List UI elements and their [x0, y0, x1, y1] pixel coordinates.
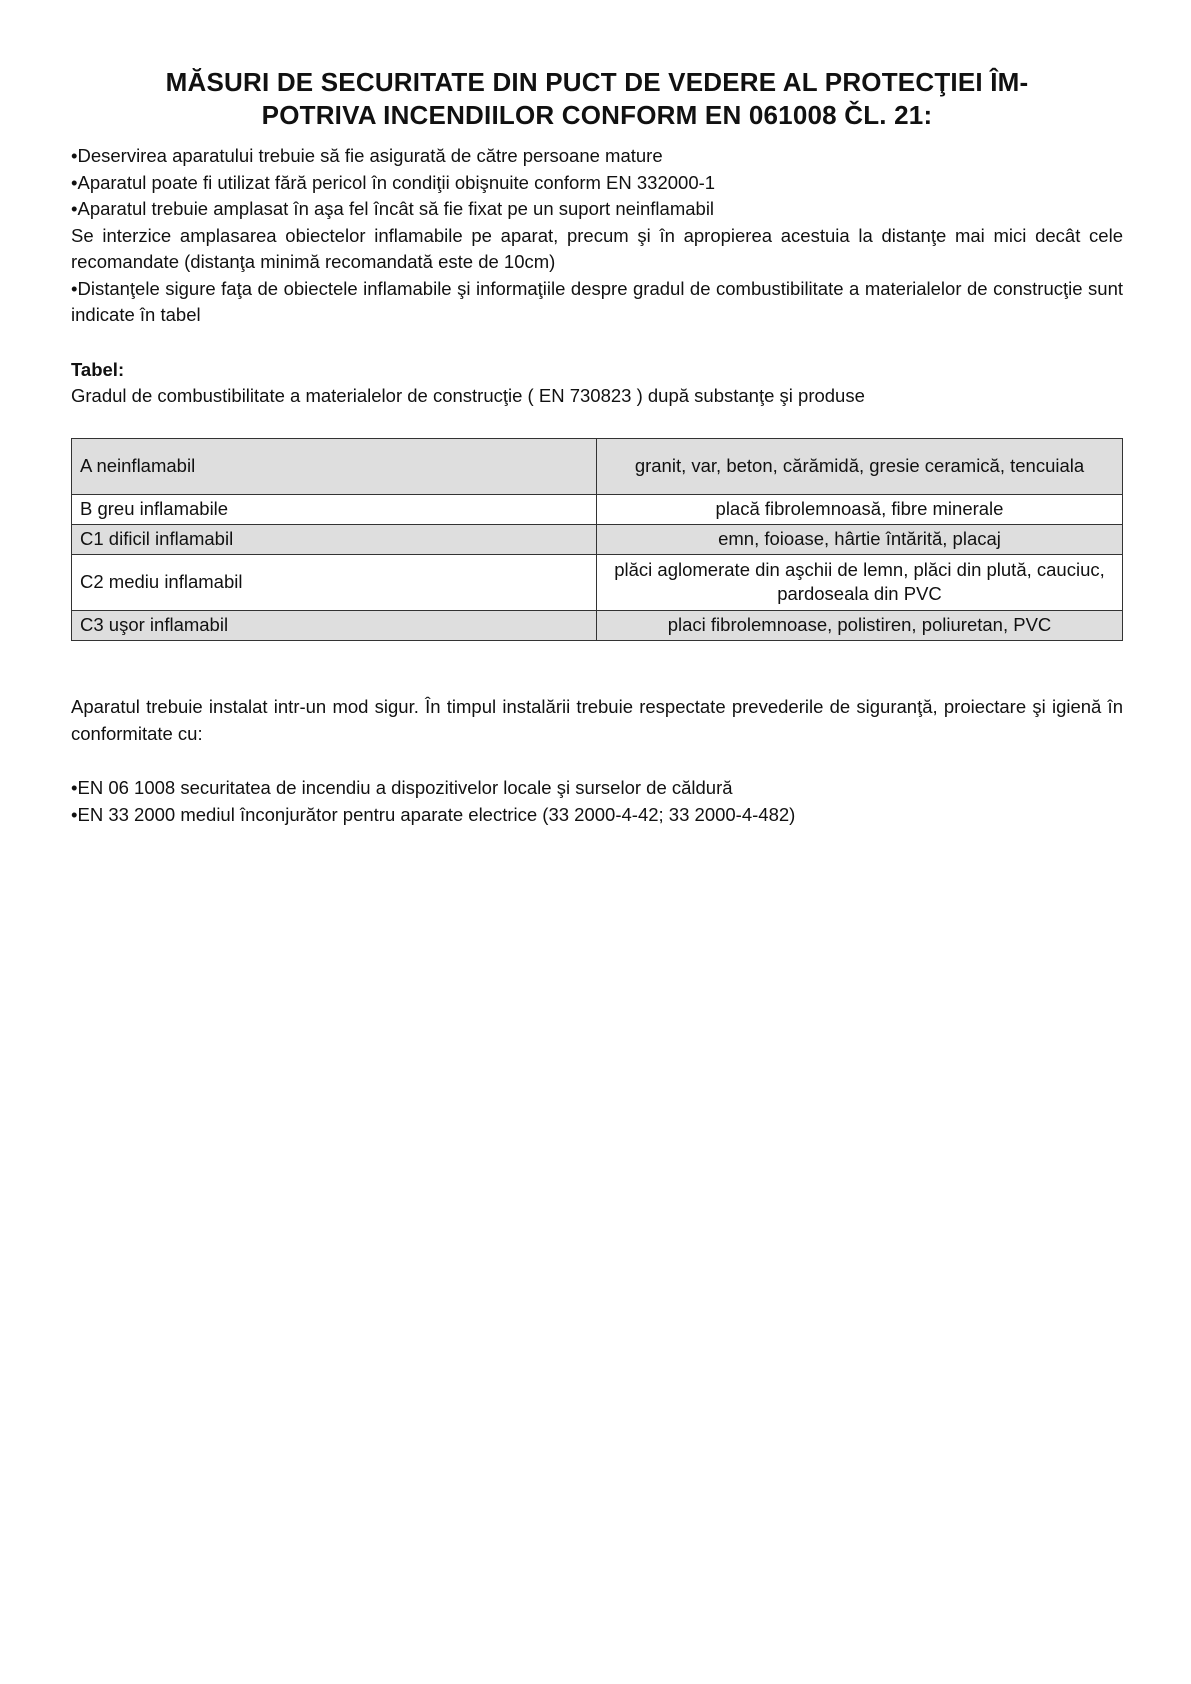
class-cell: B greu inflamabile: [72, 494, 597, 524]
instruction-item: •Distanţele sigure faţa de obiectele inflamabile şi informaţiile despre gradul de combustibilitate a materialelor de construcţie sunt indicate în tabel: [71, 277, 1123, 325]
installation-paragraph: Aparatul trebuie instalat intr-un mod sigur. În timpul instalării trebuie respectate prevederile de siguranţă, proiectare şi igienă în conformitate cu:: [71, 695, 1123, 744]
table-row: [72, 438, 1123, 494]
materials-cell: placă fibrolemnoasă, fibre minerale: [597, 494, 1123, 524]
standards-list: [71, 774, 1123, 828]
combustibility-table: [71, 438, 1123, 641]
table-row: [72, 494, 1123, 524]
table-row: [72, 554, 1123, 610]
class-cell: A neinflamabil: [72, 438, 597, 494]
table-caption: Gradul de combustibilitate a materialelor de construcţie ( EN 730823 ) după substanţe şi produse: [71, 384, 865, 406]
safety-instructions: [71, 143, 1123, 329]
materials-cell: granit, var, beton, cărămidă, gresie ceramică, tencuiala: [597, 438, 1123, 494]
standard-item: •EN 33 2000 mediul înconjurător pentru aparate electrice (33 2000-4-42; 33 2000-4-482): [71, 803, 796, 825]
class-cell: C3 uşor inflamabil: [72, 610, 597, 640]
table-row: [72, 610, 1123, 640]
title-line-2: POTRIVA INCENDIILOR CONFORM EN 061008 ČL. 21:: [261, 100, 933, 130]
materials-cell: emn, foioase, hârtie întărită, placaj: [597, 524, 1123, 554]
standard-item: •EN 06 1008 securitatea de incendiu a dispozitivelor locale şi surselor de căldură: [71, 776, 733, 798]
materials-cell: plăci aglomerate din aşchii de lemn, plăci din plută, cauciuc, pardoseala din PVC: [597, 554, 1123, 610]
instruction-item: •Deservirea aparatului trebuie să fie asigurată de către persoane mature: [71, 145, 663, 166]
instruction-item: •Aparatul poate fi utilizat fără pericol în condiţii obişnuite conform EN 332000-1: [71, 171, 716, 193]
instruction-item: Se interzice amplasarea obiectelor inflamabile pe aparat, precum şi în apropierea acestuia la distanţe mai mici decât cele recomandate (distanţa minimă recomandată este de 10cm): [71, 224, 1123, 272]
class-cell: C2 mediu inflamabil: [72, 554, 597, 610]
instruction-item: •Aparatul trebuie amplasat în aşa fel încât să fie fixat pe un suport neinflamabil: [71, 198, 715, 219]
title-line-1: MĂSURI DE SECURITATE DIN PUCT DE VEDERE AL PROTECŢIEI ÎM-: [165, 67, 1029, 97]
table-row: [72, 524, 1123, 554]
table-label: Tabel:: [71, 358, 125, 380]
table-heading: [71, 357, 1123, 409]
materials-cell: placi fibrolemnoase, polistiren, poliuretan, PVC: [597, 610, 1123, 640]
page-title: [71, 66, 1123, 132]
class-cell: C1 dificil inflamabil: [72, 524, 597, 554]
